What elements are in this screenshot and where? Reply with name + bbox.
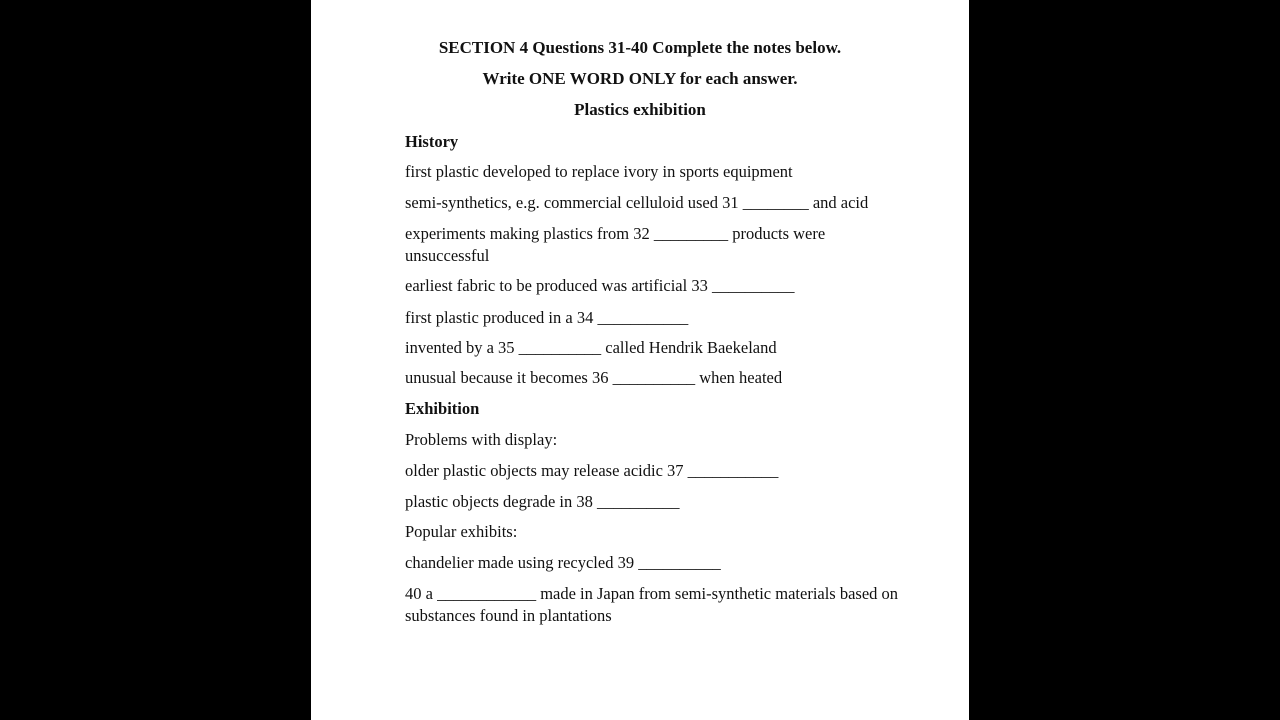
note-line: Popular exhibits: [405, 522, 518, 541]
note-line-q32: experiments making plastics from 32 _________ products were unsuccessful [405, 224, 826, 265]
instruction-line: Write ONE WORD ONLY for each answer. [482, 69, 798, 88]
note-line: first plastic developed to replace ivory in sports equipment [405, 162, 793, 181]
note-line-q33: earliest fabric to be produced was artificial 33 __________ [405, 276, 795, 295]
note-line: Problems with display: [405, 430, 558, 449]
history-heading: History [405, 132, 459, 151]
exhibition-heading: Exhibition [405, 399, 480, 418]
note-line-q39: chandelier made using recycled 39 __________ [405, 553, 721, 572]
notes-title: Plastics exhibition [574, 100, 706, 119]
note-line-q38: plastic objects degrade in 38 __________ [405, 492, 680, 511]
section-title: SECTION 4 Questions 31-40 Complete the notes below. [438, 38, 842, 57]
note-line-q36: unusual because it becomes 36 __________ when heated [405, 368, 783, 387]
worksheet-page [311, 0, 969, 720]
note-line-q37: older plastic objects may release acidic 37 ___________ [405, 461, 779, 480]
note-line-q31: semi-synthetics, e.g. commercial celluloid used 31 ________ and acid [405, 193, 869, 212]
note-line-q34: first plastic produced in a 34 ___________ [405, 308, 689, 327]
note-line-q35: invented by a 35 __________ called Hendrik Baekeland [405, 338, 777, 357]
note-line-q40: 40 a ____________ made in Japan from semi-synthetic materials based on substances found in plantations [405, 584, 899, 625]
